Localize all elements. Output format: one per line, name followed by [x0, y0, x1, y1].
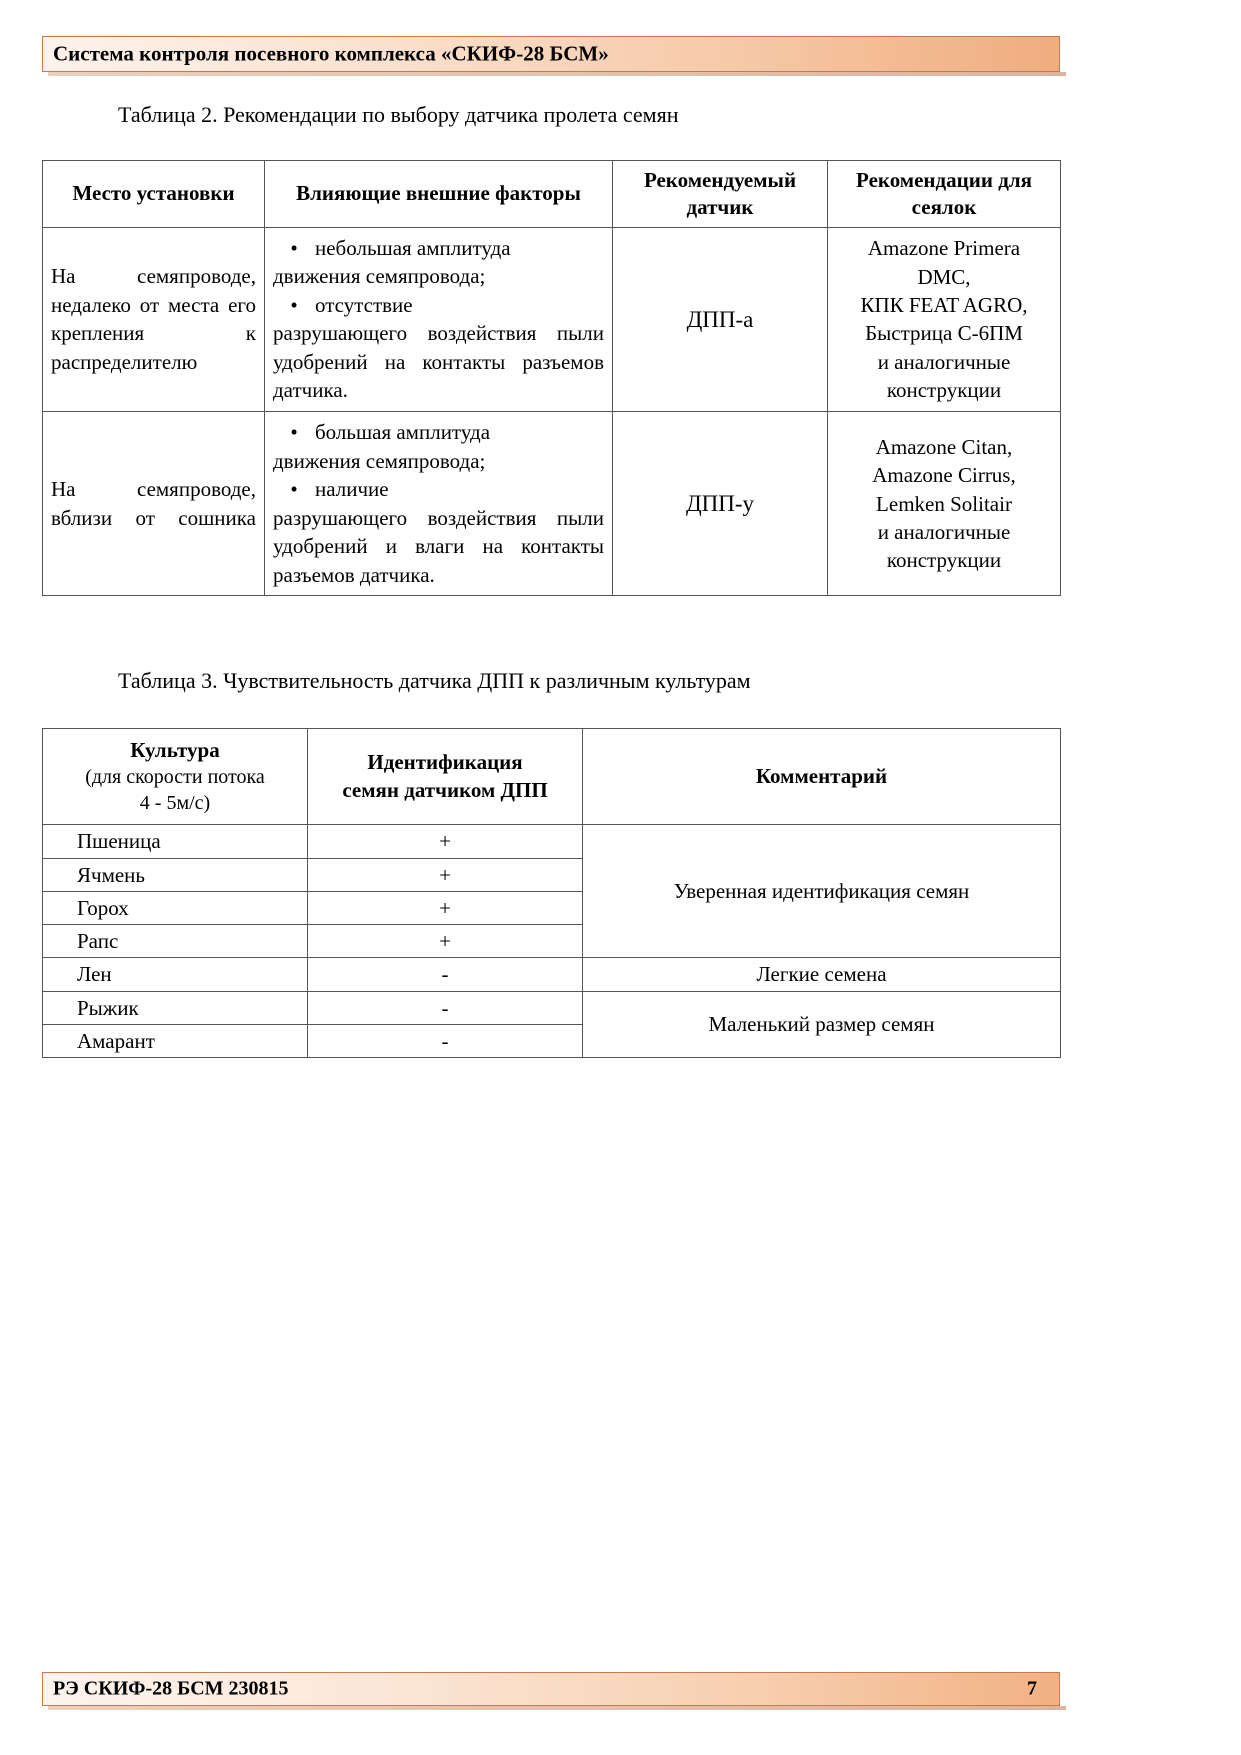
factor-rest-block: разрушающего воздействия пыли удобрений на контакты разъемов датчика.: [273, 321, 604, 403]
sensor-model: ДПП-у: [685, 491, 755, 517]
table-sensor-selection: [42, 160, 1061, 596]
seeder-line: конструкции: [886, 378, 1002, 403]
factor-lead-text: небольшая амплитуда: [315, 235, 511, 260]
table2-cell-sensor: [613, 227, 828, 411]
factor-lead-text: большая амплитуда: [315, 420, 491, 445]
table3-caption: Таблица 3. Чувствительность датчика ДПП к различным культурам: [118, 668, 751, 693]
seeder-line: Amazone Citan,: [875, 434, 1013, 459]
factor-rest-text: движения семяпровода;: [273, 264, 486, 289]
bullet-icon: •: [290, 292, 298, 317]
header-title: Система контроля посевного комплекса «СКИФ-28 БСМ»: [53, 41, 609, 66]
seeder-line: и аналогичные: [877, 349, 1011, 374]
table2-col-seeders: Рекомендации для сеялок: [828, 161, 1061, 228]
sensor-model: ДПП-а: [686, 306, 754, 332]
ident-header-line2: семян датчиком ДПП: [342, 777, 548, 802]
seeder-line: Amazone Cirrus,: [872, 463, 1016, 488]
table-row: [43, 227, 1061, 411]
factor-item: [273, 234, 604, 263]
table2-cell-factors: [265, 412, 613, 596]
seeder-line: КПК FEAT AGRO,: [860, 293, 1028, 318]
factor-lead-text: наличие: [315, 477, 389, 502]
table2-cell-place: [43, 227, 265, 411]
factor-rest-text: движения семяпровода;: [273, 448, 486, 473]
comment-value: Уверенная идентификация семян: [583, 825, 1061, 958]
footer-doc-code: РЭ СКИФ-28 БСМ 230815: [53, 1677, 289, 1700]
culture-header-sub1: (для скорости потока: [85, 766, 265, 789]
identification-value: +: [308, 825, 583, 858]
comment-value: Маленький размер семян: [583, 991, 1061, 1058]
table3-col-identification: [308, 729, 583, 825]
comment-value: Легкие семена: [583, 958, 1061, 991]
culture-name: Ячмень: [43, 858, 308, 891]
table2-cell-seeders: [828, 227, 1061, 411]
bullet-icon: •: [290, 235, 298, 260]
table2-cell-seeders: [828, 412, 1061, 596]
table3-col-culture: [43, 729, 308, 825]
factor-item-cont: [273, 262, 604, 291]
factor-item: [273, 475, 604, 504]
factor-lead-text: отсутствие: [315, 292, 413, 317]
table2-caption: Таблица 2. Рекомендации по выбору датчика пролета семян: [118, 102, 679, 127]
factor-item: [273, 291, 604, 320]
identification-value: +: [308, 925, 583, 958]
identification-value: -: [308, 958, 583, 991]
factor-rest-block: разрушающего воздействия пыли удобрений и влаги на контакты разъемов датчика.: [273, 505, 604, 587]
culture-name: Амарант: [43, 1024, 308, 1057]
footer-page-number: 7: [1027, 1677, 1037, 1700]
table-row: [43, 412, 1061, 596]
table-row: [43, 825, 1061, 858]
culture-name: Горох: [43, 891, 308, 924]
place-text: На семяпроводе, недалеко от места его крепления к распределителю: [51, 264, 256, 374]
seeder-line: конструкции: [886, 548, 1002, 573]
table-row: [43, 991, 1061, 1024]
table2-cell-place: [43, 412, 265, 596]
footer-shadow: [48, 1706, 1066, 1710]
table2-col-factors: Влияющие внешние факторы: [265, 161, 613, 228]
table2-cell-factors: [265, 227, 613, 411]
culture-name: Рапс: [43, 925, 308, 958]
identification-value: -: [308, 1024, 583, 1057]
culture-header-sub2: 4 - 5м/с): [139, 792, 211, 815]
document-footer-band: [42, 1672, 1060, 1706]
table2-cell-sensor: [613, 412, 828, 596]
seeder-line: Lemken Solitair: [876, 491, 1012, 516]
culture-name: Лен: [43, 958, 308, 991]
seeder-list: [836, 433, 1052, 575]
table2-col-sensor: Рекомендуемый датчик: [613, 161, 828, 228]
bullet-icon: •: [290, 420, 298, 445]
seeder-line: и аналогичные: [877, 519, 1011, 544]
table2-col-place: Место установки: [43, 161, 265, 228]
factor-item-cont: [273, 447, 604, 476]
culture-name: Рыжик: [43, 991, 308, 1024]
seeder-line: DMC,: [917, 264, 971, 289]
document-header-band: [42, 36, 1060, 72]
identification-value: -: [308, 991, 583, 1024]
table2-header-row: [43, 161, 1061, 228]
identification-value: +: [308, 891, 583, 924]
ident-header-line1: Идентификация: [367, 750, 523, 775]
culture-header-main: Культура: [130, 738, 220, 762]
table-row: [43, 958, 1061, 991]
seeder-line: Amazone Primera: [867, 236, 1021, 261]
seeder-list: [836, 234, 1052, 404]
seeder-line: Быстрица С-6ПМ: [865, 321, 1023, 346]
bullet-icon: •: [290, 477, 298, 502]
header-shadow: [48, 72, 1066, 76]
factor-item: [273, 418, 604, 447]
table-seed-sensitivity: [42, 728, 1061, 1058]
identification-value: +: [308, 858, 583, 891]
table3-col-comment: Комментарий: [583, 729, 1061, 825]
culture-name: Пшеница: [43, 825, 308, 858]
table3-header-row: [43, 729, 1061, 825]
place-text: На семяпроводе, вблизи от сошника: [51, 477, 256, 530]
